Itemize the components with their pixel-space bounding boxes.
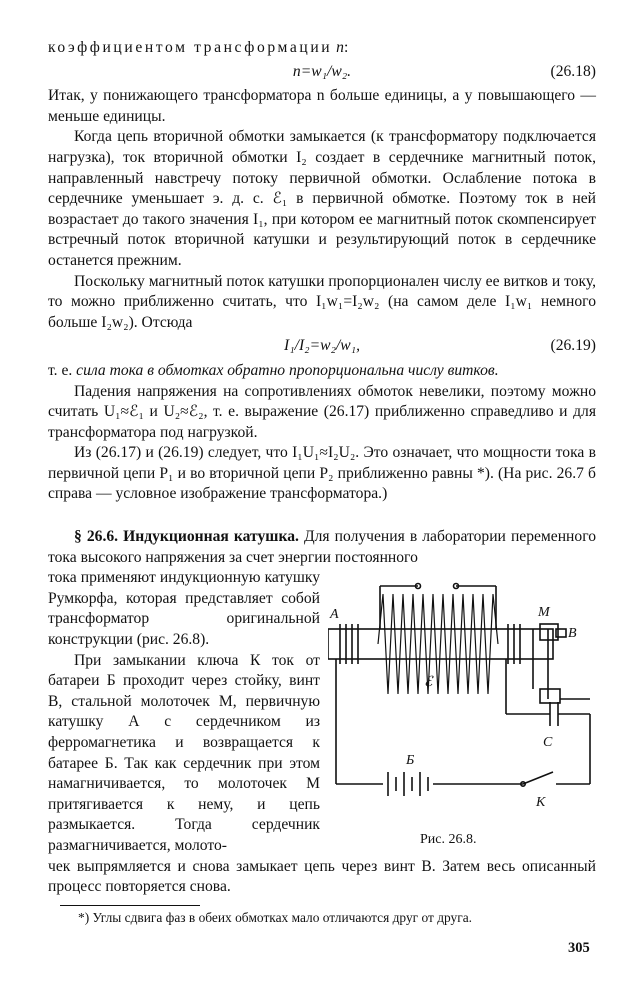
p4-lead: т. е. — [48, 361, 77, 379]
footnote-rule — [60, 905, 200, 906]
equation-26-19 — [48, 336, 596, 357]
paragraph-3: Поскольку магнитный поток катушки пропорционален числу ее витков и току, то можно приближенно считать, что I₁w₁=I₂w₂ (на самом деле I₁w₁ немного больше I₂w₂). Отсюда — [48, 272, 596, 331]
intro-line: коэффициентом трансформации n: — [48, 39, 349, 56]
equation-number: (26.18) — [550, 62, 596, 80]
equation-text: I₁/I₂=w₂/w₁, — [284, 337, 360, 355]
equation-text: n=w₁/w₂. — [292, 62, 352, 80]
footnote: *) Углы сдвига фаз в обеих обмотках мало отличаются друг от друга. — [78, 910, 473, 925]
figure-caption: Рис. 26.8. — [420, 832, 477, 848]
figure-wrap-area — [48, 568, 596, 856]
p4-emphasis: сила тока в обмотках обратно пропорциональна числу витков. — [76, 361, 499, 379]
intro-var: n — [336, 39, 344, 56]
label-m: М — [538, 605, 550, 621]
column-paragraph-2: При замыкании ключа К ток от батареи Б проходит через стойку, винт В, стальной молоточек М, первичную катушку А с сердечником из ферромагнетика и возвращается к батарее Б. Так как сердечник при этом намагничивается, то молоточек М притягивается к нему, и цепь размыкается. Тогда сердечник размагничивается, молото- — [48, 651, 320, 854]
section-heading — [48, 527, 596, 568]
page-number: 305 — [568, 940, 590, 956]
label-battery: Б — [406, 753, 415, 769]
left-column — [48, 568, 320, 856]
section-title: § 26.6. Индукционная катушка. — [74, 528, 299, 546]
paragraph-5: Падения напряжения на сопротивлениях обмоток невелики, поэтому можно считать U₁≈ℰ₁ и U₂≈ℰ₂, т. е. выражение (26.17) приближенно справедливо и для трансформатора под нагрузкой. — [48, 382, 596, 441]
label-b: В — [568, 626, 577, 642]
paragraph-2: Когда цепь вторичной обмотки замыкается (к трансформатору подключается нагрузка), ток вторичной обмотки I₂ создает в сердечнике магнитный поток, направленный навстречу потоку первичной обмотки. Ослабление потока в сердечнике уменьшает э. д. с. ℰ₁ в первичной обмотке. Поэтому ток в ней возрастает до такого значения I₁, при котором ее магнитный поток скомпенсирует встречный поток вторичной катушки и результирующий поток в сердечнике останется прежним. — [48, 128, 596, 269]
tail-paragraph: чек выпрямляется и снова замыкает цепь через винт В. Затем весь описанный процесс повторяется снова. — [48, 857, 596, 896]
paragraph-4 — [48, 361, 596, 382]
ruhmkorff-coil-figure — [328, 574, 603, 864]
label-a: А — [330, 607, 339, 623]
paragraph-6: Из (26.17) и (26.19) следует, что I₁U₁≈I₂U₂. Это означает, что мощности тока в первичной цепи P₁ и во вторичной цепи P₂ приближенно равны *). (На рис. 26.7 б справа — условное изображение трансформатора.) — [48, 444, 596, 503]
section-text: Для получения в лаборатории переменного тока высокого напряжения за счет энергии постоянного — [48, 528, 597, 566]
equation-number: (26.19) — [550, 337, 596, 355]
column-paragraph-1: тока применяют индукционную катушку Румкорфа, которая представляет собой трансформатор оригинальной конструкции (рис. 26.8). — [48, 569, 320, 649]
paragraph-1: Итак, у понижающего трансформатора n больше единицы, а у повышающего — меньше единицы. — [48, 87, 596, 125]
page-body — [48, 38, 596, 898]
label-c: С — [543, 735, 553, 751]
equation-26-18 — [48, 62, 596, 83]
label-k: К — [536, 795, 546, 811]
label-e: ℰ — [424, 675, 433, 691]
intro-text: коэффициентом трансформации — [48, 39, 333, 56]
